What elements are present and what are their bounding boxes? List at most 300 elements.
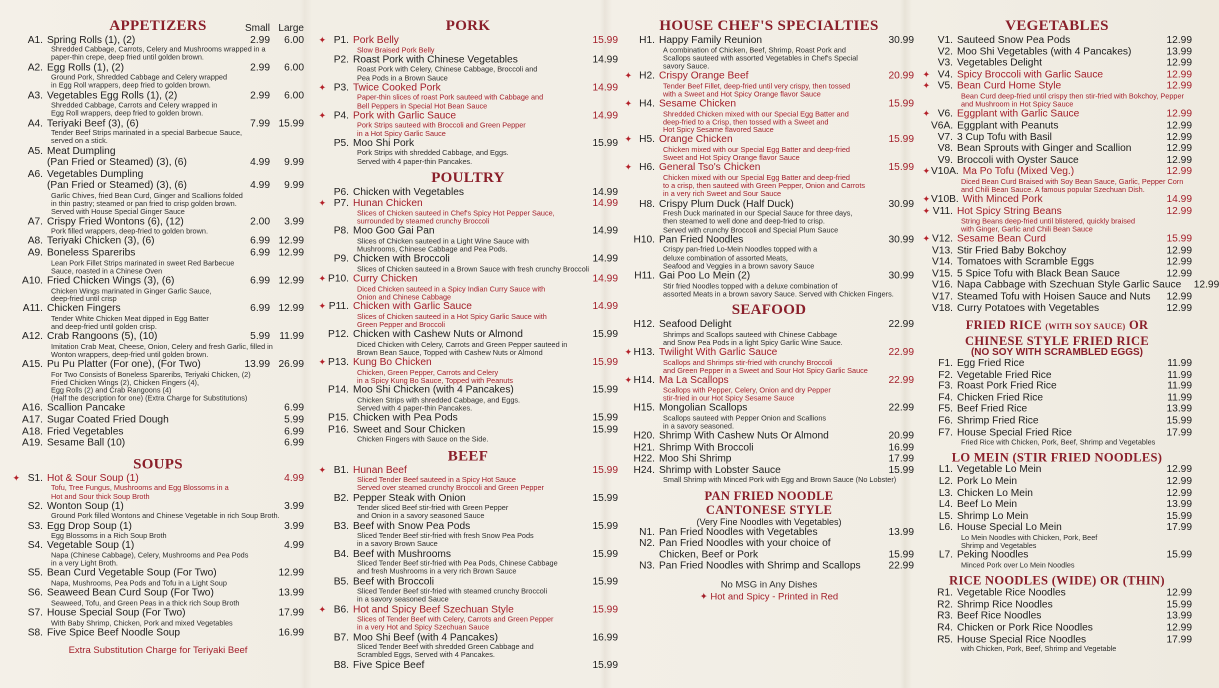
item-price: 17.99 [1166,522,1192,534]
menu-item-row [922,588,1192,600]
item-price: 14.99 [592,110,618,122]
item-name: House Special Soup (For Two) [47,607,186,619]
item-price: 15.99 [592,464,618,476]
menu-item [922,143,1192,155]
item-description: and fresh Mushrooms in a very rich Brown Sauce [357,567,517,577]
menu-item-row [624,319,914,331]
hot-marker-slot [922,155,931,167]
item-price: 17.99 [1166,427,1192,439]
menu-item [922,303,1192,315]
item-code: N3. [639,561,655,573]
item-price: 12.99 [1166,245,1192,257]
menu-item-row [624,527,914,539]
item-description: Egg Rolls (2) and Crab Rangoons (4) [51,385,172,395]
menu-item [12,331,304,359]
hot-marker-slot [318,632,327,644]
price-small: 6.99 [250,303,270,315]
item-description: deluxe combination of assorted Meats, [663,253,788,263]
chili-pepper-icon: ✦ [922,166,930,177]
item-price: 15.99 [592,576,618,588]
menu-item [318,301,618,329]
item-code: V13. [932,245,953,257]
menu-item [922,381,1192,393]
item-price: 16.99 [592,631,618,643]
menu-item [922,416,1192,428]
item-name: Shrimp Rice Noodles [957,599,1053,611]
menu-item [12,627,304,639]
item-description: Pork filled wrappers, deep-fried to golden brown. [51,226,208,236]
menu-item [922,291,1192,303]
menu-item-row [318,187,618,199]
hot-marker-slot [922,622,931,634]
menu-item [12,236,304,248]
hot-marker-slot [922,465,931,477]
hot-marker-slot [624,270,633,282]
menu-item [922,194,1192,206]
item-name: Scallion Pancake [47,403,126,414]
spacer [12,449,304,456]
item-code: P14. [328,384,349,396]
menu-item [624,527,914,539]
hot-marker-slot [922,416,931,428]
item-code: R5. [937,633,953,645]
menu-item [12,521,304,541]
item-price: 12.99 [1193,279,1219,291]
hot-marker-slot [12,627,21,639]
item-code: A12. [22,331,43,342]
hot-marker-slot [922,257,931,269]
item-code: S3. [27,520,43,532]
item-name: Moo Shi Beef (with 4 Pancakes) [353,631,498,643]
item-name: Beef with Broccoli [353,576,434,588]
item-name: Vegetables Dumpling [47,168,144,180]
price-large: 12.99 [278,247,304,259]
menu-item [624,561,914,573]
item-description: A combination of Chicken, Beef, Shrimp, Roast Pork and [663,45,846,55]
item-description: Pork Strips with shredded Cabbage, and Eggs. [357,148,509,158]
item-code: L1. [938,464,953,476]
chili-pepper-icon: ✦ [318,110,326,121]
item-description: Tender White Chicken Meat dipped in Egg Batter [51,313,209,323]
price-small: 2.99 [250,62,270,74]
hot-marker-slot [922,370,931,382]
item-name: Moo Shi Shrimp [659,453,732,465]
item-code: P12. [328,329,349,341]
item-description: Tender sliced Beef stir-fried with Green Pepper [357,503,509,513]
hot-marker-slot [624,561,633,573]
item-code: S7. [27,607,43,619]
menu-item-row [624,403,914,415]
menu-item [922,132,1192,144]
item-code: P6. [333,186,349,198]
hot-marker-slot [12,236,21,248]
hot-marker-slot [922,599,931,611]
menu-item [922,599,1192,611]
chili-pepper-icon: ✦ [318,34,326,45]
hot-marker-slot [922,488,931,500]
item-name: Teriyaki Beef (3), (6) [47,117,139,129]
item-description: in a very rich Sweet and Sour Sauce [663,189,782,199]
menu-item-row [624,538,914,550]
item-price: 12.99 [1166,57,1192,69]
hot-marker-slot [12,415,21,427]
menu-item [12,415,304,427]
section-title: LO MEIN (STIR FRIED NOODLES) [951,450,1163,465]
item-code: V2. [937,46,953,58]
menu-item-row [922,109,1192,121]
item-price: 11.99 [1167,381,1192,392]
hot-marker-slot [318,226,327,238]
item-code: V14. [932,256,953,268]
item-code: V1. [937,34,953,46]
menu-item [922,588,1192,600]
item-description: Pea Pods in a Brown Sauce [357,73,448,83]
menu-item [922,358,1192,370]
item-code: V17. [932,291,953,303]
menu-item [318,274,618,302]
item-description: Ground Pork filled Wontons and Chinese Vegetable in rich Soup Broth. [51,511,280,521]
menu-item-row [922,499,1192,511]
hot-marker-slot [624,442,633,454]
item-description: then steamed to well done and deep-fried to crisp. [663,217,825,227]
item-name: Eggplant with Garlic Sauce [957,108,1080,120]
hot-marker-slot [922,404,931,416]
section-title: CHINESE STYLE FRIED RICE [965,334,1149,349]
price-small: 2.99 [250,90,270,102]
item-description: Shredded Chicken mixed with our Special Egg Batter and [663,109,849,119]
menu-item-row [922,404,1192,416]
menu-item [12,118,304,146]
item-description: Tender Beef Fillet, deep-fried until very crispy, then tossed [663,81,851,91]
menu-item [12,180,304,216]
item-name: Chicken Lo Mein [957,487,1033,499]
hot-marker-slot [922,132,931,144]
menu-item [624,403,914,431]
large-label: Large [278,22,304,34]
menu-item [922,404,1192,416]
menu-item [922,46,1192,58]
menu-item-row [922,279,1219,292]
item-code: P15. [328,412,349,424]
item-price: 15.99 [592,604,618,615]
item-code: P1. [333,34,349,46]
hot-marker-slot [12,521,21,533]
item-price: 12.99 [1166,108,1192,120]
item-description: Scrambled Eggs, Served with 4 Pancakes. [357,650,495,660]
menu-item [624,71,914,99]
item-name: Beef Rice Noodles [957,610,1042,622]
menu-item [318,110,618,138]
price-small: 4.99 [250,157,270,169]
item-price: 22.99 [888,374,914,386]
hot-marker-slot [318,187,327,199]
menu-item [922,155,1192,167]
hot-marker-slot [12,303,21,315]
item-price: 12.99 [1166,268,1192,280]
price-small: 2.99 [250,34,270,46]
hot-marker-slot [922,634,931,646]
price-small [236,169,270,181]
chili-pepper-icon: ✦ [624,134,632,145]
hot-marker-slot [922,476,931,488]
item-price: 12.99 [1166,166,1192,178]
item-name: Crispy Plum Duck (Half Duck) [659,198,794,210]
item-price: 15.99 [888,134,914,146]
title-part: OR [1128,318,1149,333]
item-price: 15.99 [592,424,618,436]
item-price: 15.99 [888,465,914,477]
item-name: Bean Curd Home Style [957,80,1062,92]
item-price: 15.99 [888,549,914,561]
item-name: Chicken Fried Rice [957,392,1044,404]
chili-pepper-icon: ✦ [922,69,930,80]
item-code [21,180,47,192]
item-code: S2. [27,500,43,512]
item-name: Pan Fried Noodles [659,234,744,246]
chili-pepper-icon: ✦ [922,194,930,205]
item-code: V16. [932,279,953,291]
section-title: VEGETABLES [1005,17,1109,34]
menu-item [318,54,618,82]
menu-item [624,375,914,403]
menu-item-row [922,206,1192,218]
price-small: 4.99 [250,180,270,192]
menu-item [922,234,1192,246]
item-description: Slices of Chicken sauteed in a Hot Spicy Garlic Sauce with [357,311,547,321]
item-code: N1. [639,526,655,538]
section-title: SEAFOOD [731,302,807,319]
section-title: RICE NOODLES (WIDE) OR (THIN) [949,573,1165,588]
menu-item-row [922,599,1192,611]
menu-item-row [922,268,1192,280]
item-price: 30.99 [888,270,914,282]
item-name: Kung Bo Chicken [353,357,432,369]
item-code: V6A. [931,120,954,132]
item-description: Tender Beef Strips marinated in a special Barbecue Sauce, [51,128,243,138]
item-description: paper-thin crepe, deep fried until golden brown. [51,53,204,63]
menu-item-row [922,381,1192,393]
menu-item-row [922,234,1192,246]
menu-item-row [12,275,304,287]
item-description: With Baby Shrimp, Chicken, Pork and mixed Vegetables [51,617,233,627]
item-description: Shredded Cabbage, Carrots, Celery and Mushrooms wrapped in a [51,44,266,54]
hot-marker-slot [922,611,931,623]
item-price: 22.99 [888,402,914,414]
section-subtitle: (Very Fine Noodles with Vegetables) [696,516,842,527]
item-name: Pan Fried Noodles with Vegetables [659,526,818,538]
item-code: P4. [333,110,349,122]
hot-marker-slot [922,245,931,257]
hot-marker-slot [12,118,21,130]
item-name: Chicken Fingers [47,303,121,315]
menu-item [318,35,618,55]
hot-marker-slot [318,138,327,150]
menu-item [318,576,618,604]
item-name: Chicken with Cashew Nuts or Almond [353,329,523,341]
item-name: Pepper Steak with Onion [353,492,466,504]
item-description: and deep-fried until golden crisp. [51,321,157,331]
hot-marker-slot [624,35,633,47]
item-code: V4. [937,69,953,81]
menu-item [318,548,618,576]
item-name: Boneless Spareribs [47,247,136,259]
item-description: Sauce, roasted in a Chinese Oven [51,266,163,276]
item-price: 30.99 [888,234,914,246]
menu-item [12,303,304,331]
menu-item-row [922,257,1192,269]
item-name: Egg Rolls (1), (2) [47,62,124,74]
item-description: with Chicken, Pork, Beef, Shrimp and Vegetable [961,644,1117,654]
menu-item-row [624,35,914,47]
item-description: Mushrooms, Chinese Cabbage and Pea Pods. [357,244,508,254]
item-description: Fresh Duck marinated in our Special Sauce for three days, [663,208,853,218]
hot-marker-slot [318,254,327,266]
item-price: 15.99 [1166,415,1192,427]
item-description: Diced Bean Curd Braised with Soy Bean Sauce, Garlic, Pepper Corn [961,176,1184,186]
item-name: Moo Shi Vegetables (with 4 Pancakes) [957,46,1132,58]
item-price: 6.99 [284,426,304,438]
item-name: Shrimp With Broccoli [659,442,754,453]
item-code: A7. [27,216,43,228]
item-price: 15.99 [1166,233,1192,245]
price-large: 12.99 [278,303,304,315]
item-code: B8. [333,659,349,671]
item-code: F5. [938,404,953,416]
item-price: 12.99 [1166,487,1192,499]
menu-item [12,588,304,608]
item-name: Happy Family Reunion [659,34,763,46]
menu-item-row [12,157,304,169]
hot-marker-slot [922,358,931,370]
hot-marker-slot [624,431,633,443]
title-part: FRIED RICE [965,318,1042,333]
menu-item-row [922,416,1192,428]
menu-item-row [12,236,304,248]
hot-marker-slot [624,198,633,210]
item-description: Scallops and Shrimps stir-fried with crunchy Broccoli [663,357,833,367]
menu-item [922,69,1192,81]
price-large: 11.99 [279,331,304,342]
item-description: Chicken Wings marinated in Ginger Garlic Sauce, [51,285,212,295]
item-description: Ground Pork, Shredded Cabbage and Celery wrapped [51,72,228,82]
menu-item-row [922,611,1192,623]
item-name: Orange Chicken [659,134,733,146]
item-name: Spicy Broccoli with Garlic Sauce [957,69,1104,81]
menu-item [922,550,1192,570]
item-code: P16. [328,424,349,436]
item-name: Gai Poo Lo Mein (2) [659,270,751,282]
item-name: 3 Cup Tofu with Basil [957,131,1052,143]
menu-item [922,206,1192,234]
menu-item-row [922,622,1192,634]
hot-marker-slot [922,427,931,439]
item-price: 11.99 [1167,369,1192,381]
item-description: in a savory seasoned. [663,421,734,431]
item-name: Hot and Spicy Beef Szechuan Style [353,604,514,615]
hot-marker-slot [12,359,21,371]
item-name: Stir Fried Baby Bokchoy [957,245,1067,257]
item-name: Spring Rolls (1), (2) [47,34,136,46]
menu-item [922,511,1192,523]
item-name: Roast Pork Fried Rice [957,381,1057,392]
item-code: V9. [937,154,953,166]
menu-item [922,109,1192,121]
hot-marker-slot [318,413,327,425]
item-code: L4. [938,499,953,511]
item-code: V7. [937,131,953,143]
item-description: Served over steamed crunchy Broccoli and Green Pepper [357,483,544,493]
hot-marker-slot [922,120,931,132]
hot-marker-slot [12,501,21,513]
menu-item [318,187,618,199]
item-description: Onion and Chinese Cabbage [357,292,452,302]
item-code: S5. [27,568,43,579]
price-large [270,146,304,158]
menu-item-row [922,69,1192,81]
item-code: R3. [937,610,953,622]
item-description: surrounded by steamed crunchy Broccoli [357,216,490,226]
chili-pepper-icon: ✦ [318,82,326,93]
chili-pepper-icon: ✦ [318,198,326,209]
item-price: 12.99 [1166,302,1192,314]
section-title: SOUPS [133,456,183,472]
hot-marker-slot [922,280,931,292]
menu-item [624,550,914,562]
item-price: 16.99 [888,442,914,453]
hot-marker-slot [12,607,21,619]
menu-item-row [12,303,304,315]
price-small [236,146,270,158]
item-code: V8. [937,143,953,155]
menu-item-row [318,35,618,47]
menu-item [624,431,914,443]
item-name: Fried Vegetables [47,426,124,438]
hot-marker-slot [12,62,21,74]
menu-item [318,357,618,385]
menu-item [624,538,914,550]
item-price: 15.99 [592,412,618,424]
item-price: 5.99 [284,414,304,426]
item-price: 14.99 [592,301,618,313]
item-price: 12.99 [1166,120,1192,132]
menu-item [12,540,304,568]
menu-item [922,499,1192,511]
menu-item [922,634,1192,654]
item-code: F1. [938,358,953,369]
chili-pepper-icon: ✦ [624,98,632,109]
menu-item [624,442,914,454]
item-description: Paper-thin slices of roast Pork sauteed with Cabbage and [357,92,544,102]
item-price: 12.99 [1166,131,1192,143]
hot-marker-slot [12,180,21,192]
item-name: Mongolian Scallops [659,402,748,414]
item-description: in Egg Roll wrappers, deep fried to golden brown. [51,80,211,90]
item-price: 22.99 [888,561,914,573]
menu-item [624,270,914,298]
item-description: in a Spicy Kung Bo Sauce, Topped with Peanuts [357,375,514,385]
item-code: R1. [937,587,953,599]
hot-marker-slot [624,319,633,331]
item-description: Scallops sauteed with assorted Vegetables in Chef's Special [663,53,858,63]
menu-item [922,81,1192,109]
hot-marker-slot [318,576,327,588]
menu-item [318,138,618,166]
hot-marker-slot [12,438,21,450]
hot-marker-slot [922,499,931,511]
item-name: Beef with Mushrooms [353,548,451,560]
item-code: L6. [938,522,953,534]
menu-item [318,226,618,254]
